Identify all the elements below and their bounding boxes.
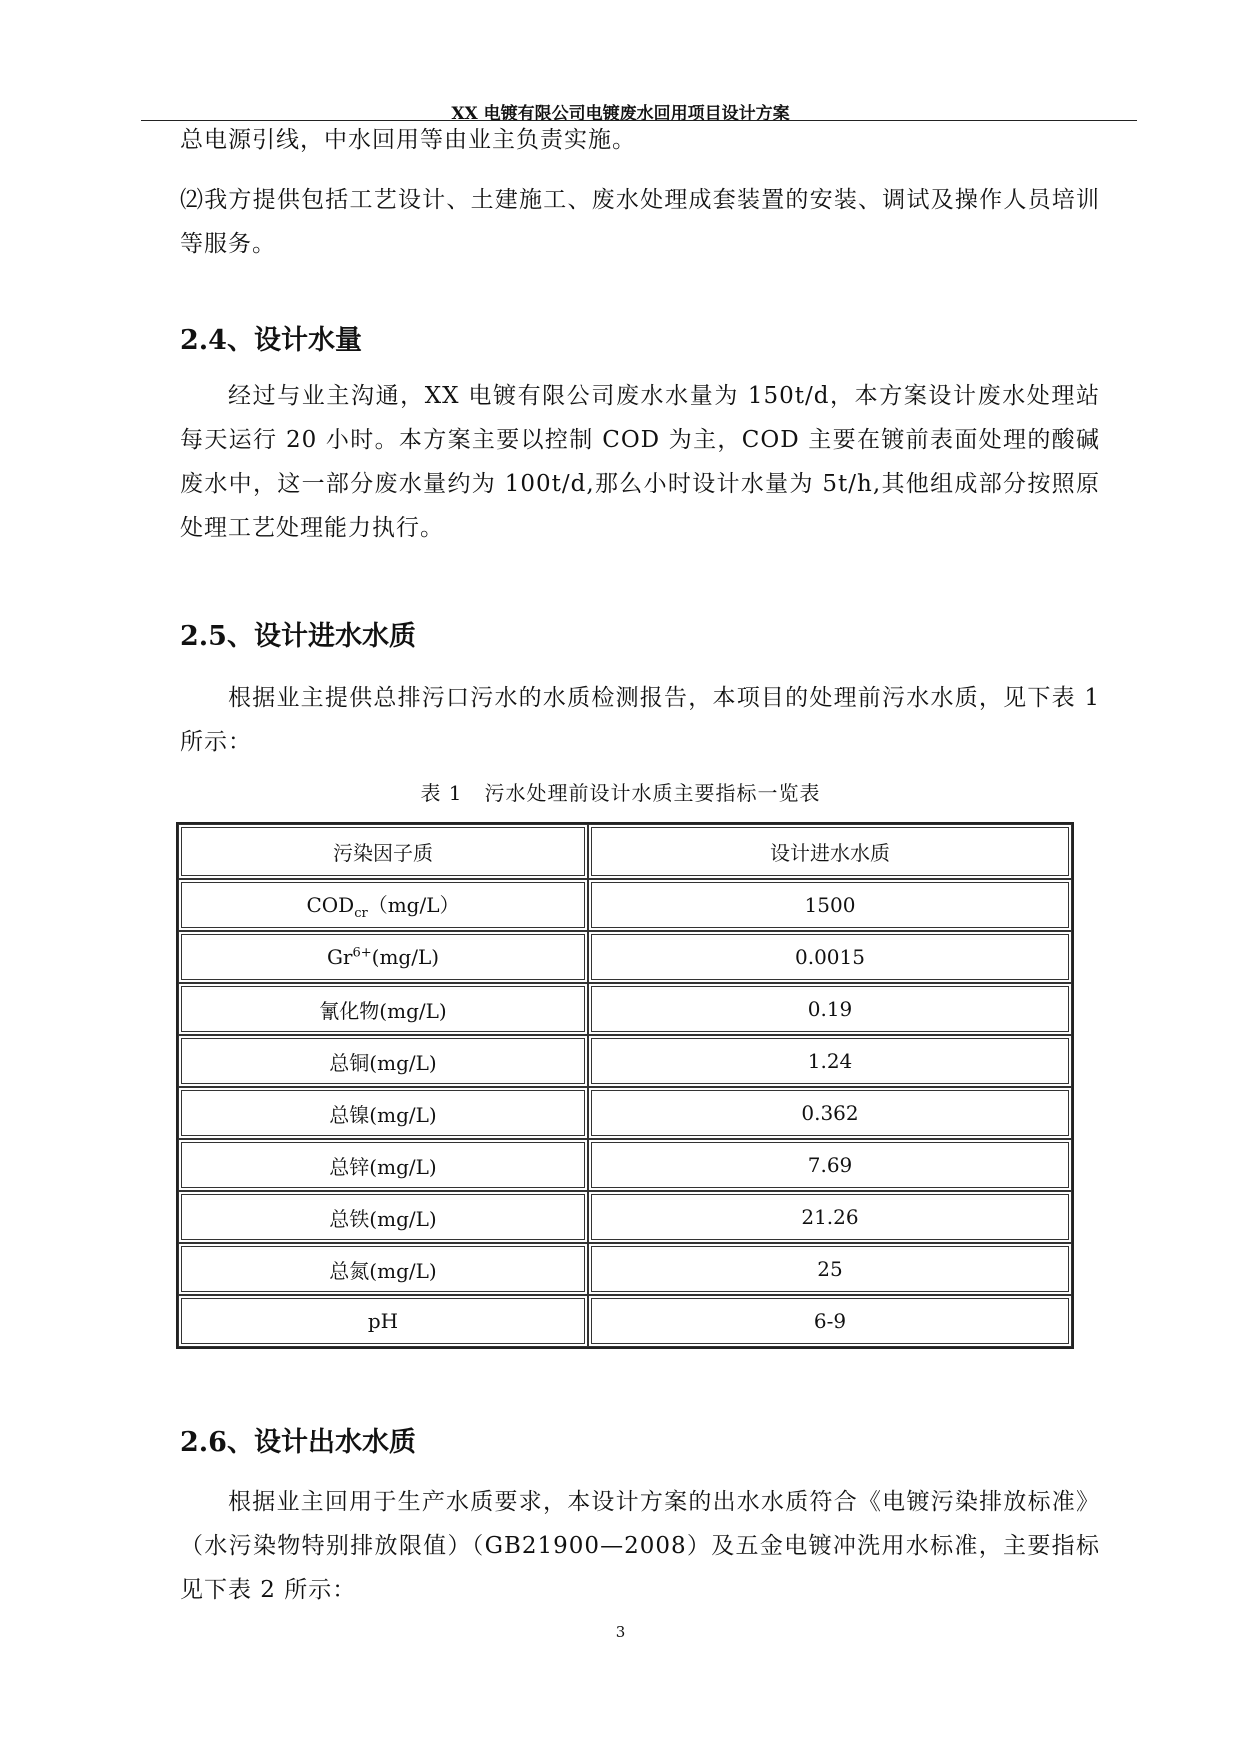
design-value-cell: 0.362 xyxy=(588,1087,1072,1139)
pollutant-name-cell xyxy=(178,931,588,983)
design-value-cell: 25 xyxy=(588,1243,1072,1295)
document-header-title: XX 电镀有限公司电镀废水回用项目设计方案 xyxy=(451,104,790,124)
table-header-cell: 污染因子质 xyxy=(178,824,588,879)
pollutant-unit: （mg/L） xyxy=(367,893,460,917)
section-2-4-title: 设计水量 xyxy=(253,325,362,356)
section-2-6-body: 根据业主回用于生产水质要求，本设计方案的出水水质符合《电镀污染排放标准》（水污染物特别排放限值）（GB21900—2008）及五金电镀冲洗用水标准，主要指标见下表 2 所示： xyxy=(180,1489,1100,1603)
section-2-4-heading xyxy=(180,318,362,357)
table-1-caption-label: 表 1 xyxy=(420,781,463,805)
design-value-cell: 6-9 xyxy=(588,1295,1072,1347)
table-row xyxy=(178,983,1072,1035)
section-2-6-title: 设计出水水质 xyxy=(253,1427,416,1458)
section-2-6-number: 2.6、 xyxy=(180,1427,254,1458)
pollutant-name: Gr xyxy=(326,945,353,969)
pollutant-name-cell xyxy=(178,879,588,931)
table-row xyxy=(178,1295,1072,1347)
page-number: 3 xyxy=(615,1623,626,1641)
table-row xyxy=(178,931,1072,983)
table-row xyxy=(178,879,1072,931)
pollutant-name-cell: 总氮(mg/L) xyxy=(178,1243,588,1295)
pollutant-name-cell: 总铜(mg/L) xyxy=(178,1035,588,1087)
table-row xyxy=(178,1035,1072,1087)
section-2-5-body: 根据业主提供总排污口污水的水质检测报告，本项目的处理前污水水质，见下表 1 所示： xyxy=(180,685,1100,755)
pollutant-unit: (mg/L) xyxy=(371,945,440,969)
pollutant-name-cell: pH xyxy=(178,1295,588,1347)
pollutant-name-cell: 总镍(mg/L) xyxy=(178,1087,588,1139)
table-1-caption xyxy=(0,777,1241,806)
pollutant-name-subscript: cr xyxy=(354,906,368,921)
table-row xyxy=(178,1139,1072,1191)
design-value-cell: 0.19 xyxy=(588,983,1072,1035)
intro-paragraph-1: 总电源引线，中水回用等由业主负责实施。 xyxy=(180,127,636,153)
section-2-4-body: 经过与业主沟通，XX 电镀有限公司废水水量为 150t/d，本方案设计废水处理站每天运行 20 小时。本方案主要以控制 COD 为主，COD 主要在镀前表面处理的酸碱废水中，这一部分废水量约为 100t/d,那么小时设计水量为 5t/h,其他组成部分按照原处理工艺处理能力执行。 xyxy=(180,383,1100,541)
table-1-caption-text: 污水处理前设计水质主要指标一览表 xyxy=(484,781,821,805)
section-2-4-number: 2.4、 xyxy=(180,325,254,356)
table-row xyxy=(178,1243,1072,1295)
design-value-cell: 0.0015 xyxy=(588,931,1072,983)
design-value-cell: 1.24 xyxy=(588,1035,1072,1087)
pollutant-name-cell: 总锌(mg/L) xyxy=(178,1139,588,1191)
table-row xyxy=(178,1087,1072,1139)
design-value-cell: 7.69 xyxy=(588,1139,1072,1191)
intro-item-2: ⑵我方提供包括工艺设计、土建施工、废水处理成套装置的安装、调试及操作人员培训等服务。 xyxy=(180,187,1100,257)
table-row xyxy=(178,1191,1072,1243)
table-header-cell: 设计进水水质 xyxy=(588,824,1072,879)
pollutant-name-superscript: 6+ xyxy=(352,945,372,961)
table-header-row xyxy=(178,824,1072,879)
pollutant-name: COD xyxy=(306,893,355,917)
section-2-5-number: 2.5、 xyxy=(180,621,254,652)
section-2-5-heading xyxy=(180,614,416,653)
pollutant-name-cell: 总铁(mg/L) xyxy=(178,1191,588,1243)
design-value-cell: 21.26 xyxy=(588,1191,1072,1243)
section-2-5-title: 设计进水水质 xyxy=(253,621,416,652)
section-2-6-heading xyxy=(180,1420,416,1459)
design-value-cell: 1500 xyxy=(588,879,1072,931)
pollutant-name-cell: 氰化物(mg/L) xyxy=(178,983,588,1035)
water-quality-table xyxy=(176,822,1074,1349)
